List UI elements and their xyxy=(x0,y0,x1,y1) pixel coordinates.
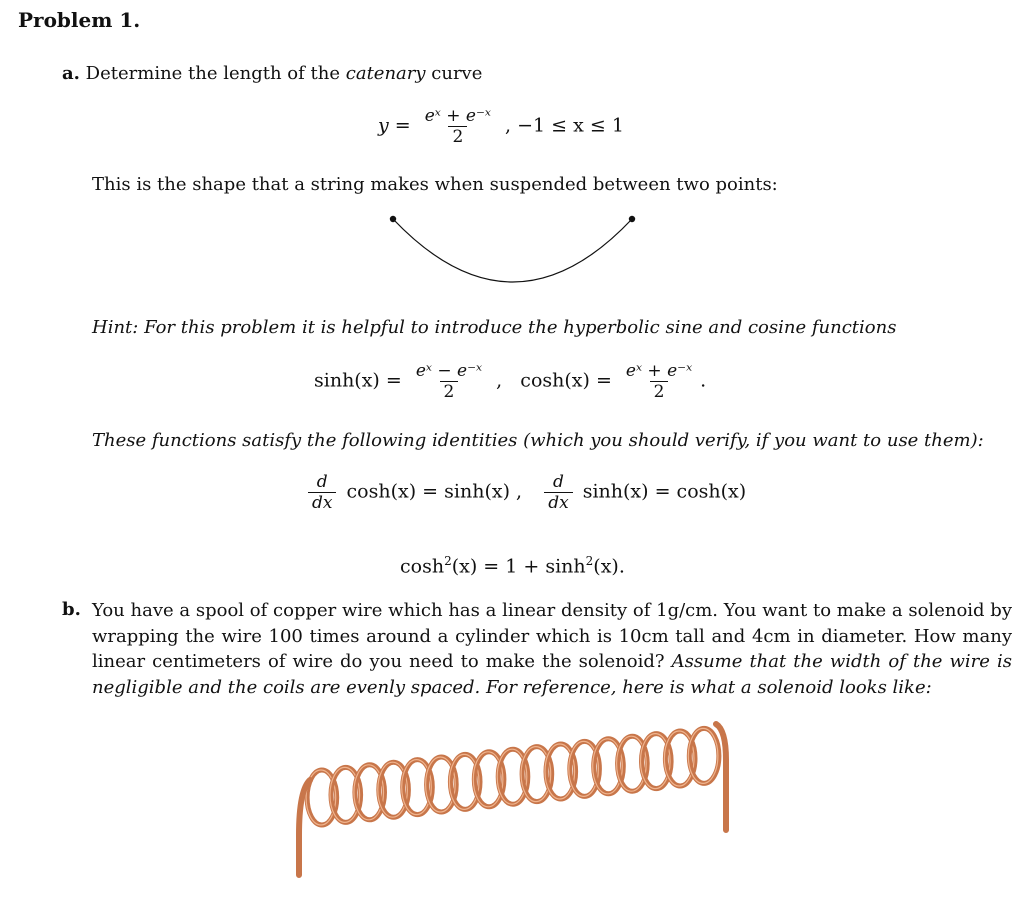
cosh-lhs: cosh(x) = xyxy=(520,369,612,392)
part-b-assumption: Assume that the width of the wire is negligible and the coils are evenly spaced. For reference, here is what a solenoid looks like: xyxy=(92,651,1012,698)
deriv-dx-1: dx xyxy=(308,492,336,513)
part-a-intro xyxy=(62,62,482,86)
identity-sq1: 2 xyxy=(444,554,452,568)
part-b-label: b. xyxy=(62,599,81,620)
identity-end: (x). xyxy=(593,555,625,578)
sinh-lhs: sinh(x) = xyxy=(314,369,402,392)
deriv-second: sinh(x) = cosh(x) xyxy=(582,480,747,503)
deriv-first: cosh(x) = sinh(x) , xyxy=(346,480,523,503)
part-a-intro-suffix: curve xyxy=(431,63,483,84)
cosh-end: . xyxy=(700,369,707,392)
eq1-range: , −1 ≤ x ≤ 1 xyxy=(505,114,624,137)
catenary-equation xyxy=(378,106,624,147)
hyperbolic-identity xyxy=(400,554,625,577)
deriv-dx-2: dx xyxy=(544,492,572,513)
eq1-fraction xyxy=(421,106,495,147)
eq1-numerator: eˣ + e⁻ˣ xyxy=(424,106,491,126)
sinh-sep: , xyxy=(496,369,503,392)
eq1-lhs: y = xyxy=(378,114,411,137)
deriv-d-2: d xyxy=(552,472,564,492)
catenary-figure xyxy=(380,205,650,300)
right-endpoint xyxy=(629,216,635,222)
solenoid-figure xyxy=(280,710,750,885)
solenoid-coils xyxy=(306,728,719,825)
part-b-question: You have a spool of copper wire which has a linear density of 1g/cm. You want to make a solenoid by wrapping the wire 100 times around a cylinder which is 10cm tall and 4cm in diameter. How many linear centimeters of wire do you need to make the solenoid? xyxy=(92,600,1012,672)
identity-lhs: cosh xyxy=(400,555,445,578)
problem-title: Problem 1. xyxy=(18,8,141,32)
hint-text: Hint: For this problem it is helpful to introduce the hyperbolic sine and cosine functions xyxy=(92,317,897,338)
identity-mid: (x) = 1 + sinh xyxy=(451,555,586,578)
part-a-label: a. xyxy=(62,63,80,84)
cosh-denominator: 2 xyxy=(650,381,669,402)
sinh-numerator: eˣ − e⁻ˣ xyxy=(415,361,483,381)
part-a-intro-em: catenary xyxy=(345,63,426,84)
identity-sq2: 2 xyxy=(585,554,594,568)
part-b-text xyxy=(92,598,1012,700)
catenary-curve xyxy=(393,219,632,282)
sinh-fraction xyxy=(412,361,486,402)
left-endpoint xyxy=(390,216,396,222)
eq1-denominator: 2 xyxy=(448,126,467,147)
part-a-intro-prefix: Determine the length of the xyxy=(85,63,341,84)
sinh-cosh-definitions xyxy=(314,361,706,402)
sinh-denominator: 2 xyxy=(440,381,459,402)
deriv-d-1: d xyxy=(316,472,328,492)
deriv-op-2 xyxy=(544,472,572,513)
derivative-identities xyxy=(304,472,746,513)
identities-intro: These functions satisfy the following identities (which you should verify, if you want to use them): xyxy=(92,430,984,451)
shape-text: This is the shape that a string makes when suspended between two points: xyxy=(92,174,778,195)
cosh-numerator: eˣ + e⁻ˣ xyxy=(625,361,693,381)
deriv-op-1 xyxy=(308,472,336,513)
cosh-fraction xyxy=(622,361,696,402)
